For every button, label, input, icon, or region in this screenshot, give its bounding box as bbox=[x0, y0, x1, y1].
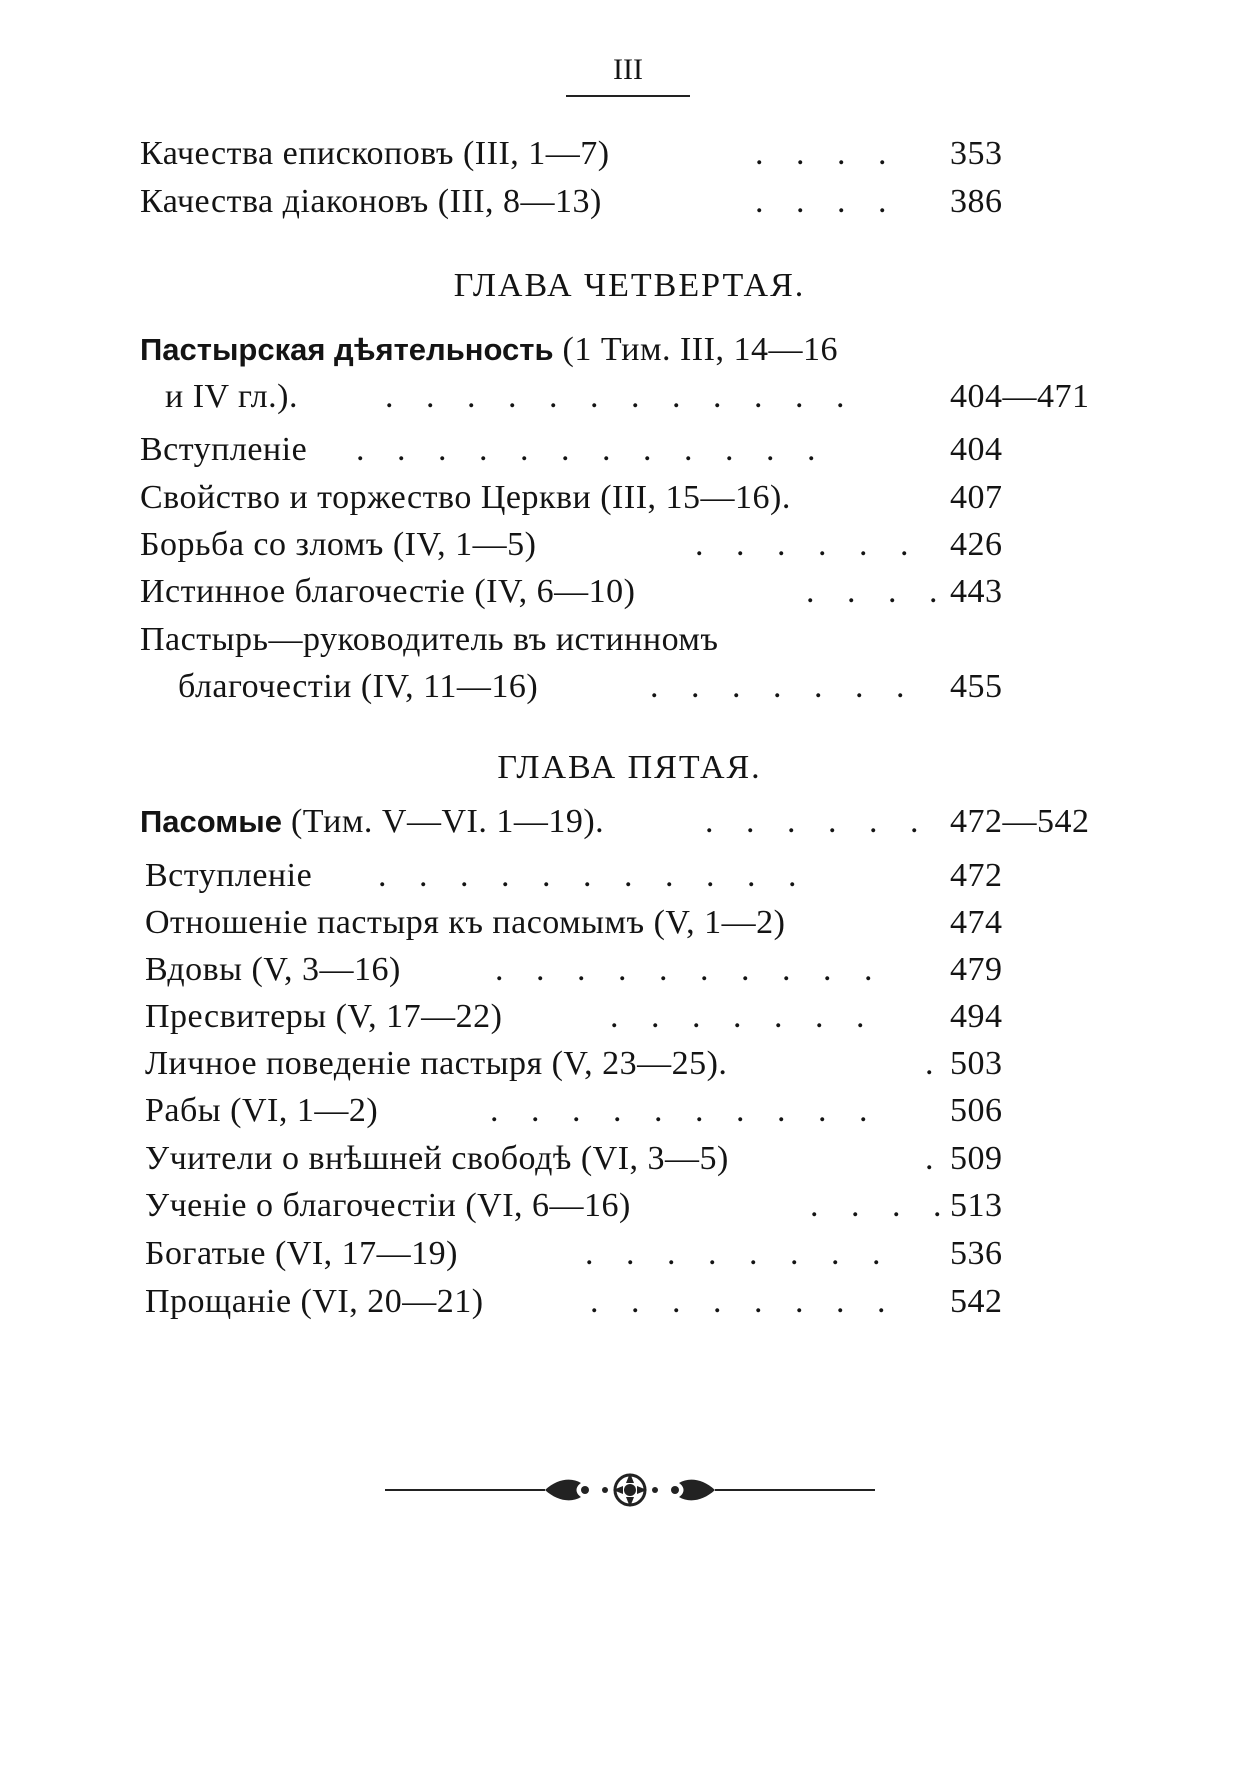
entry-title: Пастырь—руководитель въ истинномъ bbox=[140, 621, 719, 658]
entry-title: Истинное благочестіе (IV, 6—10) bbox=[140, 573, 636, 610]
entry-page: 443 bbox=[950, 573, 1003, 610]
toc-entry bbox=[0, 428, 1259, 472]
entry-page: 509 bbox=[950, 1140, 1003, 1177]
entry-page: 536 bbox=[950, 1235, 1003, 1272]
page-number-rule bbox=[566, 95, 690, 97]
entry-title: Богатые (VI, 17—19) bbox=[145, 1235, 458, 1272]
chapter-lead-line2 bbox=[0, 375, 1259, 419]
ornament-icon bbox=[385, 1465, 875, 1515]
leader-dots: . . . . bbox=[755, 183, 899, 220]
toc-entry bbox=[0, 1184, 1259, 1228]
entry-title: Прощаніе (VI, 20—21) bbox=[145, 1283, 484, 1320]
ornament-divider bbox=[385, 1465, 875, 1515]
leader-dots: . . . . . . . bbox=[610, 998, 877, 1035]
entry-title: Вступленіе bbox=[140, 431, 308, 468]
chapter-lead-bold: Пастырская дѣятельность bbox=[140, 332, 554, 367]
leader-dots: . . . . . . . . . . . . bbox=[385, 378, 857, 415]
leader-dots: . . . . . . . . bbox=[590, 1283, 898, 1320]
entry-title: Ученіе о благочестіи (VI, 6—16) bbox=[145, 1187, 631, 1224]
leader-dots: . bbox=[925, 1140, 946, 1177]
chapter-heading: ГЛАВА ПЯТАЯ. bbox=[497, 749, 762, 786]
entry-title: Свойство и торжество Церкви (III, 15—16). bbox=[140, 479, 791, 516]
entry-page: 503 bbox=[950, 1045, 1003, 1082]
toc-entry bbox=[0, 476, 1259, 520]
entry-page: 353 bbox=[950, 135, 1003, 172]
leader-dots: . . . . . . . . . . . . bbox=[356, 431, 828, 468]
entry-page: 479 bbox=[950, 951, 1003, 988]
entry-title: Борьба со зломъ (IV, 1—5) bbox=[140, 526, 537, 563]
leader-dots: . . . . . . . . . . bbox=[490, 1092, 880, 1129]
toc-entry bbox=[0, 948, 1259, 992]
leader-dots: . . . . . . . . . . bbox=[495, 951, 885, 988]
toc-entry bbox=[0, 132, 1259, 176]
entry-title: Рабы (VI, 1—2) bbox=[145, 1092, 379, 1129]
entry-title: Учители о внѣшней свободѣ (VI, 3—5) bbox=[145, 1140, 729, 1177]
entry-title: Вступленіе bbox=[145, 857, 313, 894]
toc-entry bbox=[0, 618, 1259, 662]
entry-title: Качества епископовъ (III, 1—7) bbox=[140, 135, 610, 172]
leader-dots: . . . . . . . . . . . bbox=[378, 857, 809, 894]
leader-dots: . . . . bbox=[755, 135, 899, 172]
toc-entry bbox=[0, 180, 1259, 224]
toc-entry bbox=[0, 901, 1259, 945]
toc-entry bbox=[0, 1280, 1259, 1324]
toc-entry bbox=[0, 854, 1259, 898]
leader-dots: . bbox=[925, 1045, 946, 1082]
entry-title: Отношеніе пастыря къ пасомымъ (V, 1—2) bbox=[145, 904, 786, 941]
toc-entry-continued bbox=[0, 665, 1259, 709]
chapter-lead-bold: Пасомые bbox=[140, 804, 282, 839]
leader-dots: . . . . . . . . bbox=[585, 1235, 893, 1272]
chapter-lead-rest: (1 Тим. III, 14—16 bbox=[562, 331, 838, 368]
toc-entry bbox=[0, 1089, 1259, 1133]
toc-entry bbox=[0, 570, 1259, 614]
toc-entry bbox=[0, 1137, 1259, 1181]
entry-title: Личное поведеніе пастыря (V, 23—25). bbox=[145, 1045, 728, 1082]
entry-page: 506 bbox=[950, 1092, 1003, 1129]
entry-page: 474 bbox=[950, 904, 1003, 941]
page-number: III bbox=[613, 53, 643, 86]
chapter-heading: ГЛАВА ЧЕТВЕРТАЯ. bbox=[453, 267, 806, 304]
chapter-lead-line2-text: и IV гл.). bbox=[165, 378, 298, 415]
entry-page-range: 472—542 bbox=[950, 803, 1090, 840]
entry-title: Качества діаконовъ (III, 8—13) bbox=[140, 183, 602, 220]
toc-entry bbox=[0, 995, 1259, 1039]
leader-dots: . . . . bbox=[806, 573, 950, 610]
chapter-lead bbox=[0, 800, 1259, 844]
entry-page: 542 bbox=[950, 1283, 1003, 1320]
leader-dots: . . . . . . . bbox=[650, 668, 917, 705]
entry-page: 426 bbox=[950, 526, 1003, 563]
entry-page: 386 bbox=[950, 183, 1003, 220]
entry-page: 472 bbox=[950, 857, 1003, 894]
toc-entry bbox=[0, 1232, 1259, 1276]
leader-dots: . . . . . . bbox=[705, 803, 931, 840]
entry-title: Пресвитеры (V, 17—22) bbox=[145, 998, 503, 1035]
entry-page: 494 bbox=[950, 998, 1003, 1035]
entry-page-range: 404—471 bbox=[950, 378, 1090, 415]
entry-page: 455 bbox=[950, 668, 1003, 705]
leader-dots: . . . . bbox=[810, 1187, 954, 1224]
entry-page: 407 bbox=[950, 479, 1003, 516]
leader-dots: . . . . . . bbox=[695, 526, 921, 563]
chapter-lead-rest: (Тим. V—VI. 1—19). bbox=[290, 803, 605, 840]
entry-page: 513 bbox=[950, 1187, 1003, 1224]
toc-entry bbox=[0, 523, 1259, 567]
entry-title: благочестіи (IV, 11—16) bbox=[178, 668, 539, 705]
chapter-lead bbox=[0, 328, 1259, 372]
toc-entry bbox=[0, 1042, 1259, 1086]
entry-page: 404 bbox=[950, 431, 1003, 468]
entry-title: Вдовы (V, 3—16) bbox=[145, 951, 401, 988]
